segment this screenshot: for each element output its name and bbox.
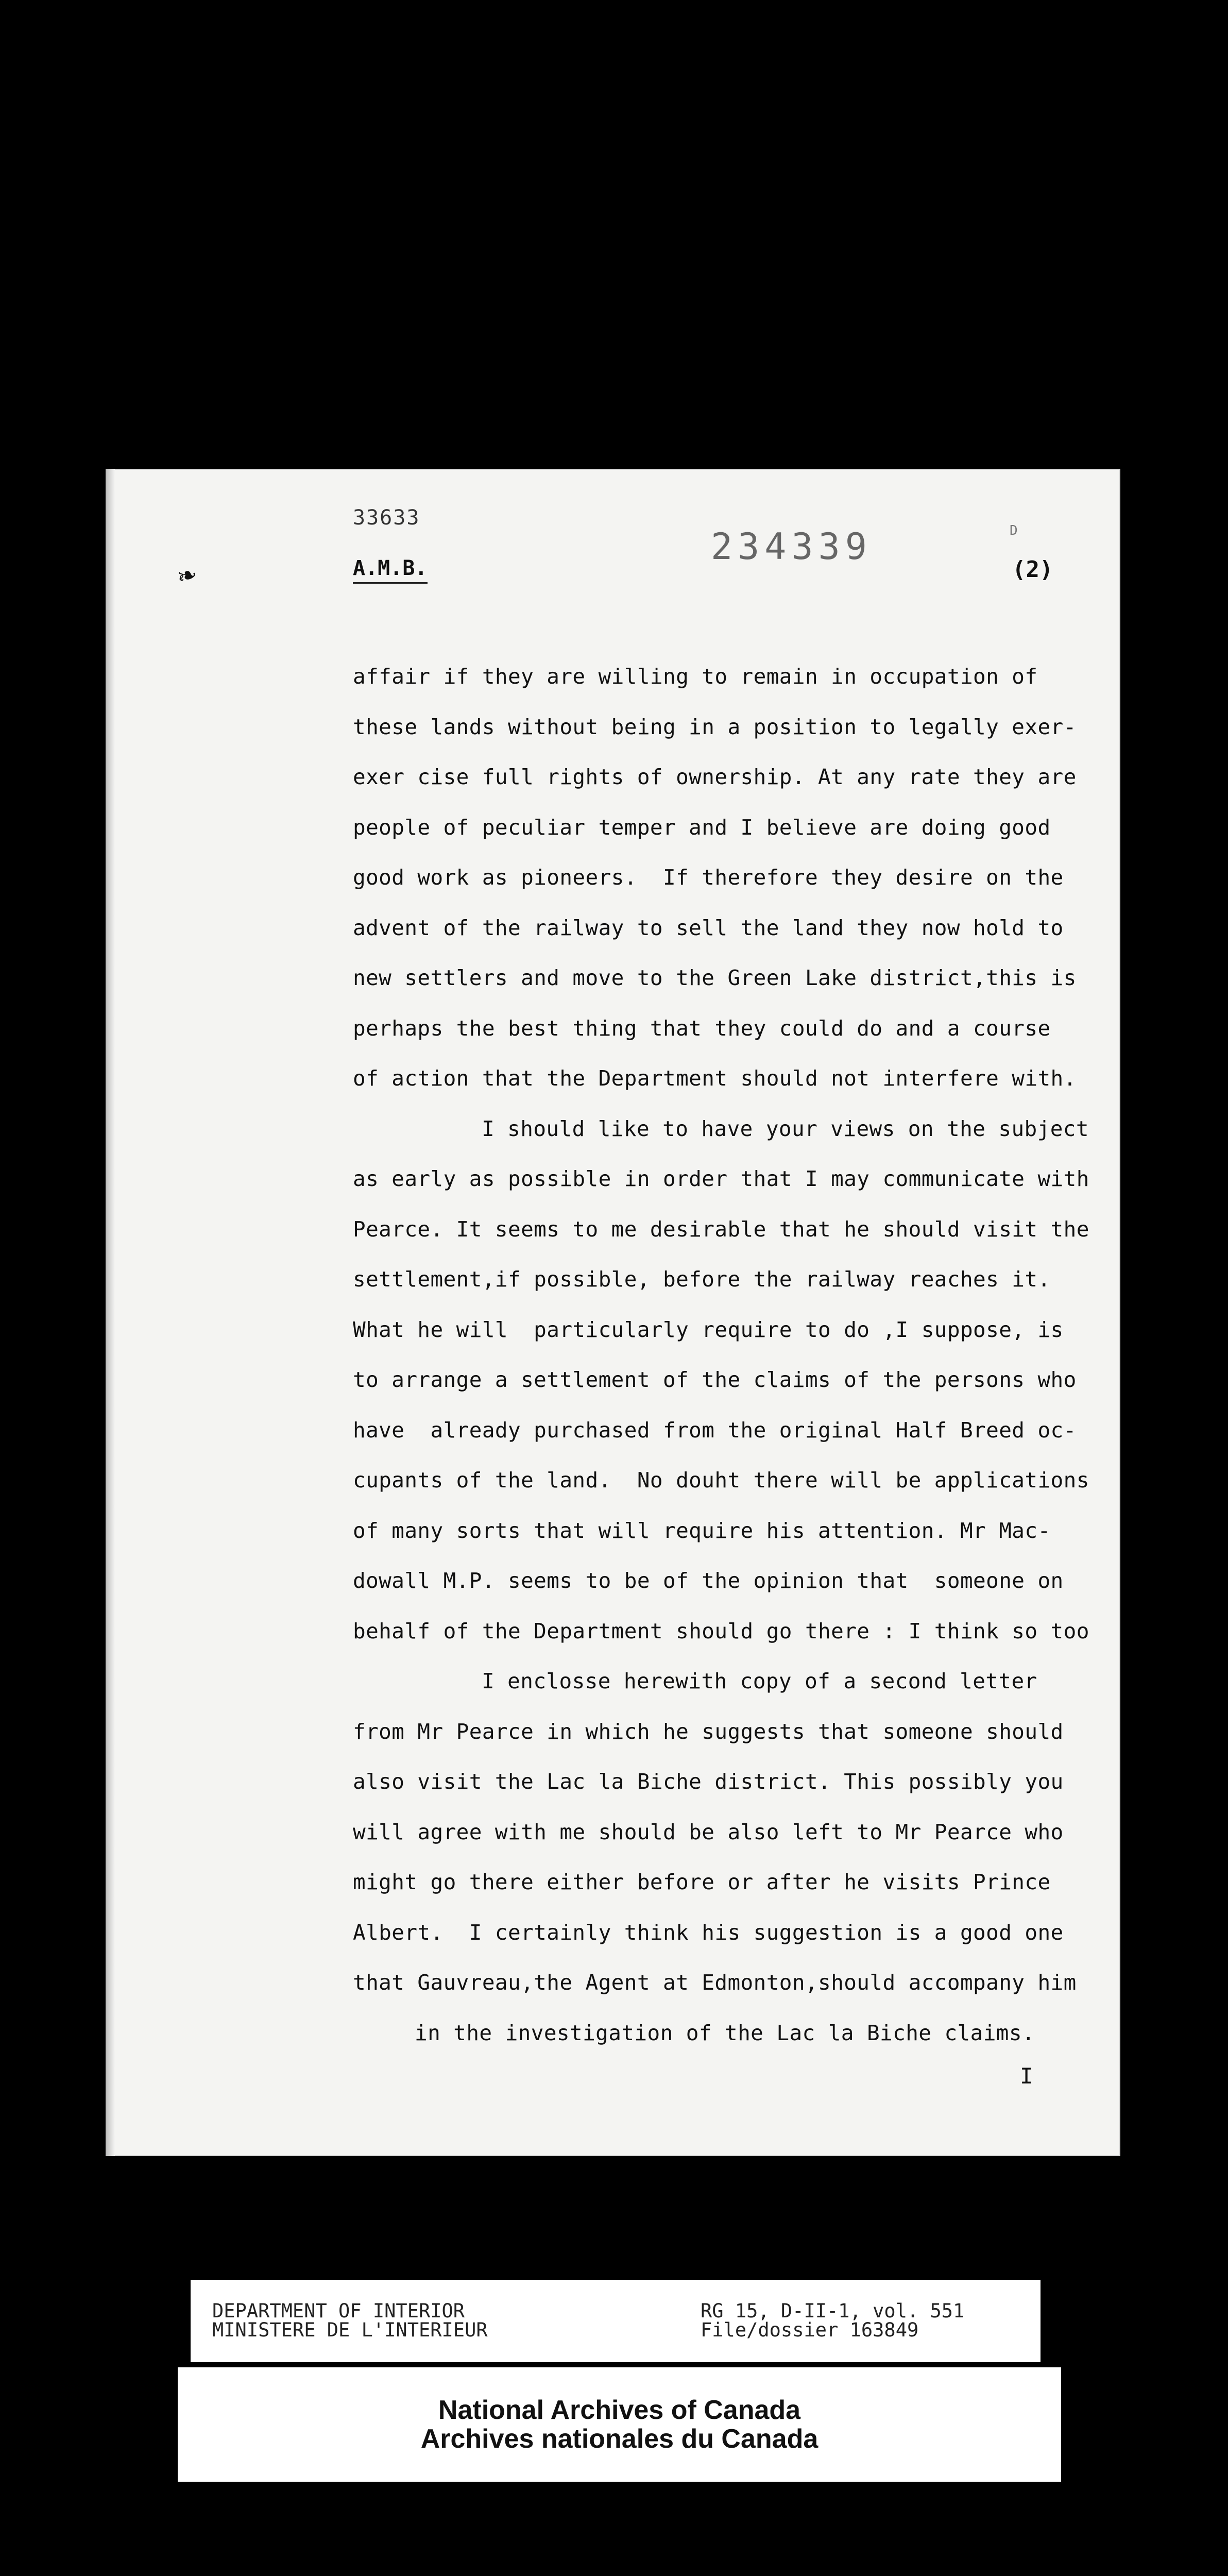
text-line: exer cise full rights of ownership. At any rate they are [353, 765, 1077, 789]
text-line: affair if they are willing to remain in occupation of [353, 664, 1038, 689]
text-line: have already purchased from the original Half Breed oc- [353, 1417, 1077, 1443]
text-line: that Gauvreau,the Agent at Edmonton,should accompany him [353, 1970, 1077, 1995]
closing-mark: I [1020, 2063, 1033, 2089]
text-line: Albert. I certainly think his suggestion is a good one [353, 1920, 1064, 1945]
corner-mark: D [1010, 523, 1018, 538]
text-line: I should like to have your views on the subject [482, 1116, 1089, 1141]
text-line: will agree with me should be also left to Mr Pearce who [353, 1819, 1064, 1844]
text-line: as early as possible in order that I may communicate with [353, 1166, 1089, 1191]
text-line: behalf of the Department should go there : I think so too [353, 1618, 1089, 1643]
text-line: new settlers and move to the Green Lake district,this is [353, 965, 1077, 990]
archives-name-en: National Archives of Canada [438, 2395, 801, 2425]
text-line: What he will particularly require to do ,I suppose, is [353, 1317, 1064, 1342]
letter-body [353, 652, 1095, 2058]
margin-mark: ❧ [173, 554, 200, 594]
text-line: also visit the Lac la Biche district. This possibly you [353, 1769, 1064, 1794]
archives-name-fr: Archives nationales du Canada [420, 2424, 818, 2454]
page-number: (2) [1012, 556, 1053, 583]
department-label [212, 2301, 488, 2340]
text-line: people of peculiar temper and I believe are doing good [353, 815, 1051, 840]
department-fr: MINISTERE DE L'INTERIEUR [212, 2319, 488, 2341]
archive-reference-strip [191, 2280, 1041, 2362]
text-line: advent of the railway to sell the land they now hold to [353, 915, 1064, 940]
department-en: DEPARTMENT OF INTERIOR [212, 2300, 465, 2322]
text-line: dowall M.P. seems to be of the opinion that someone on [353, 1568, 1064, 1593]
file-number-stamp: 234339 [711, 526, 872, 568]
text-line: perhaps the best thing that they could do and a course [353, 1015, 1051, 1041]
text-line: of many sorts that will require his attention. Mr Mac- [353, 1518, 1051, 1543]
text-line: in the investigation of the Lac la Biche claims. [415, 2020, 1035, 2045]
text-line: good work as pioneers. If therefore they desire on the [353, 865, 1064, 890]
record-group: RG 15, D-II-1, vol. 551 [701, 2300, 965, 2322]
text-line: might go there either before or after he visits Prince [353, 1870, 1051, 1894]
reference-label [701, 2301, 964, 2340]
document-page [106, 469, 1120, 2156]
text-line: these lands without being in a position to legally exer- [353, 714, 1077, 739]
text-line: from Mr Pearce in which he suggests that someone should [353, 1719, 1064, 1744]
text-line: I enclosse herewith copy of a second letter [482, 1669, 1037, 1693]
text-line: to arrange a settlement of the claims of the persons who [353, 1367, 1077, 1392]
small-stamp: 33633 [353, 506, 420, 530]
file-dossier: File/dossier 163849 [701, 2319, 919, 2341]
text-line: cupants of the land. No douht there will be applications [353, 1468, 1089, 1493]
text-line: of action that the Department should not interfere with. [353, 1066, 1077, 1091]
author-initials: A.M.B. [353, 556, 428, 584]
text-line: settlement,if possible, before the railway reaches it. [353, 1267, 1051, 1292]
archives-label [178, 2367, 1061, 2482]
text-line: Pearce. It seems to me desirable that he should visit the [353, 1216, 1089, 1242]
